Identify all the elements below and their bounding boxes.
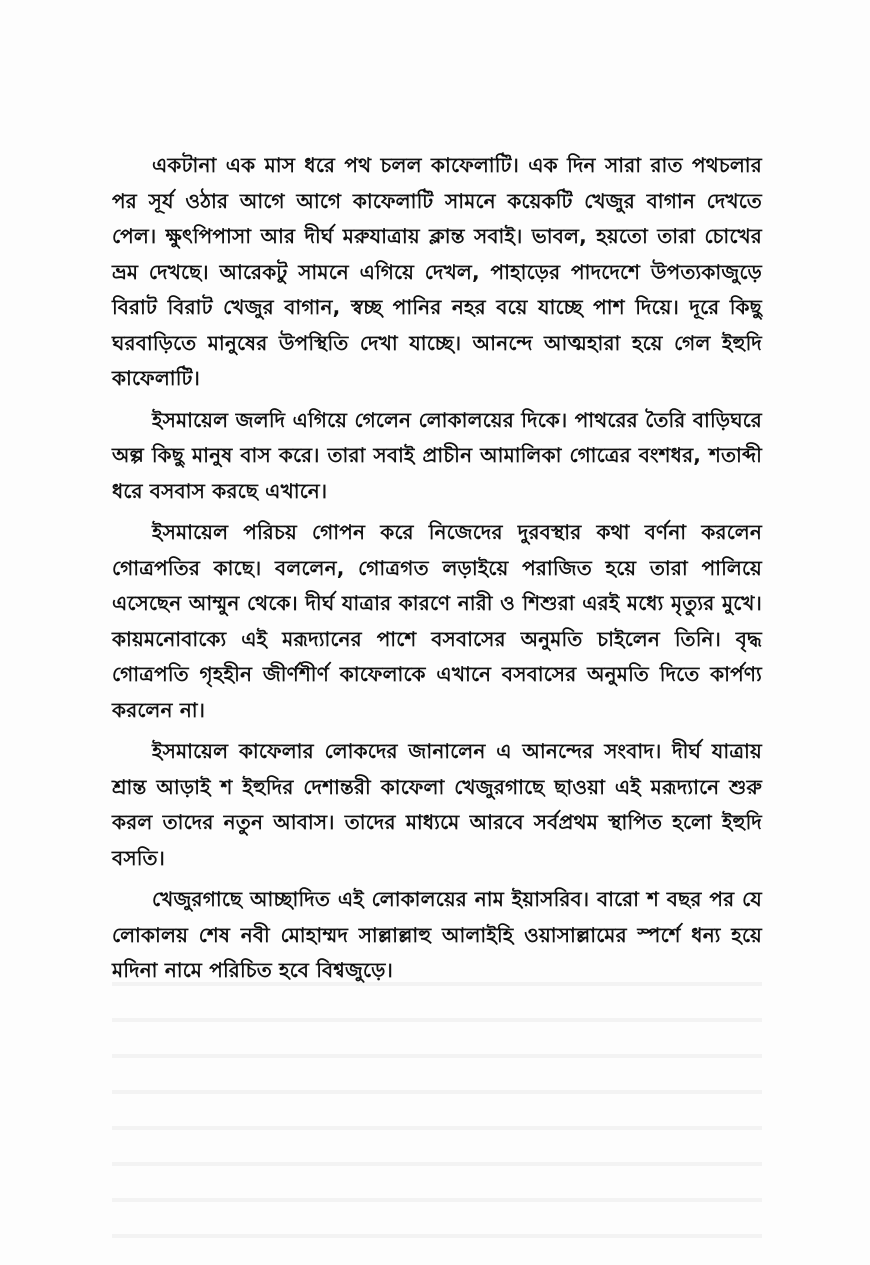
paragraph-5: খেজুরগাছে আচ্ছাদিত এই লোকালয়ের নাম ইয়াসরিব। বারো শ বছর পর যে লোকালয় শেষ নবী মোহাম্মদ সাল্লাল্লাহু আলাইহি ওয়াসাল্লামের স্পর্শে ধন্য হয়ে মদিনা নামে পরিচিত হবে বিশ্বজুড়ে। (112, 887, 762, 982)
reverse-page-bleed-through (112, 960, 762, 1240)
body-text (112, 148, 762, 989)
paragraph-4: ইসমায়েল কাফেলার লোকদের জানালেন এ আনন্দের সংবাদ। দীর্ঘ যাত্রায় শ্রান্ত আড়াই শ ইহুদির দেশান্তরী কাফেলা খেজুরগাছে ছাওয়া এই মরূদ্যানে শুরু করল তাদের নতুন আবাস। তাদের মাধ্যমে আরবে সর্বপ্রথম স্থাপিত হলো ইহুদি বসতি। (112, 739, 762, 870)
paragraph-1: একটানা এক মাস ধরে পথ চলল কাফেলাটি। এক দিন সারা রাত পথচলার পর সূর্য ওঠার আগে আগে কাফেলাটি সামনে কয়েকটি খেজুর বাগান দেখতে পেল। ক্ষুৎপিপাসা আর দীর্ঘ মরুযাত্রায় ক্লান্ত সবাই। ভাবল, হয়তো তারা চোখের ভ্রম দেখছে। আরেকটু সামনে এগিয়ে দেখল, পাহাড়ের পাদদেশে উপত্যকাজুড়ে বিরাট বিরাট খেজুর বাগান, স্বচ্ছ পানির নহর বয়ে যাচ্ছে পাশ দিয়ে। দূরে কিছু ঘরবাড়িতে মানুষের উপস্থিতি দেখা যাচ্ছে। আনন্দে আত্মহারা হয়ে গেল ইহুদি কাফেলাটি। (112, 153, 762, 390)
paragraph-3: ইসমায়েল পরিচয় গোপন করে নিজেদের দুরবস্থার কথা বর্ণনা করলেন গোত্রপতির কাছে। বললেন, গোত্রগত লড়াইয়ে পরাজিত হয়ে তারা পালিয়ে এসেছেন আম্মুন থেকে। দীর্ঘ যাত্রার কারণে নারী ও শিশুরা এরই মধ্যে মৃত্যুর মুখে। কায়মনোবাক্যে এই মরূদ্যানের পাশে বসবাসের অনুমতি চাইলেন তিনি। বৃদ্ধ গোত্রপতি গৃহহীন জীর্ণশীর্ণ কাফেলাকে এখানে বসবাসের অনুমতি দিতে কার্পণ্য করলেন না। (112, 520, 762, 722)
paragraph-2: ইসমায়েল জলদি এগিয়ে গেলেন লোকালয়ের দিকে। পাথরের তৈরি বাড়িঘরে অল্প কিছু মানুষ বাস করে। তারা সবাই প্রাচীন আমালিকা গোত্রের বংশধর, শতাব্দী ধরে বসবাস করছে এখানে। (112, 407, 762, 503)
